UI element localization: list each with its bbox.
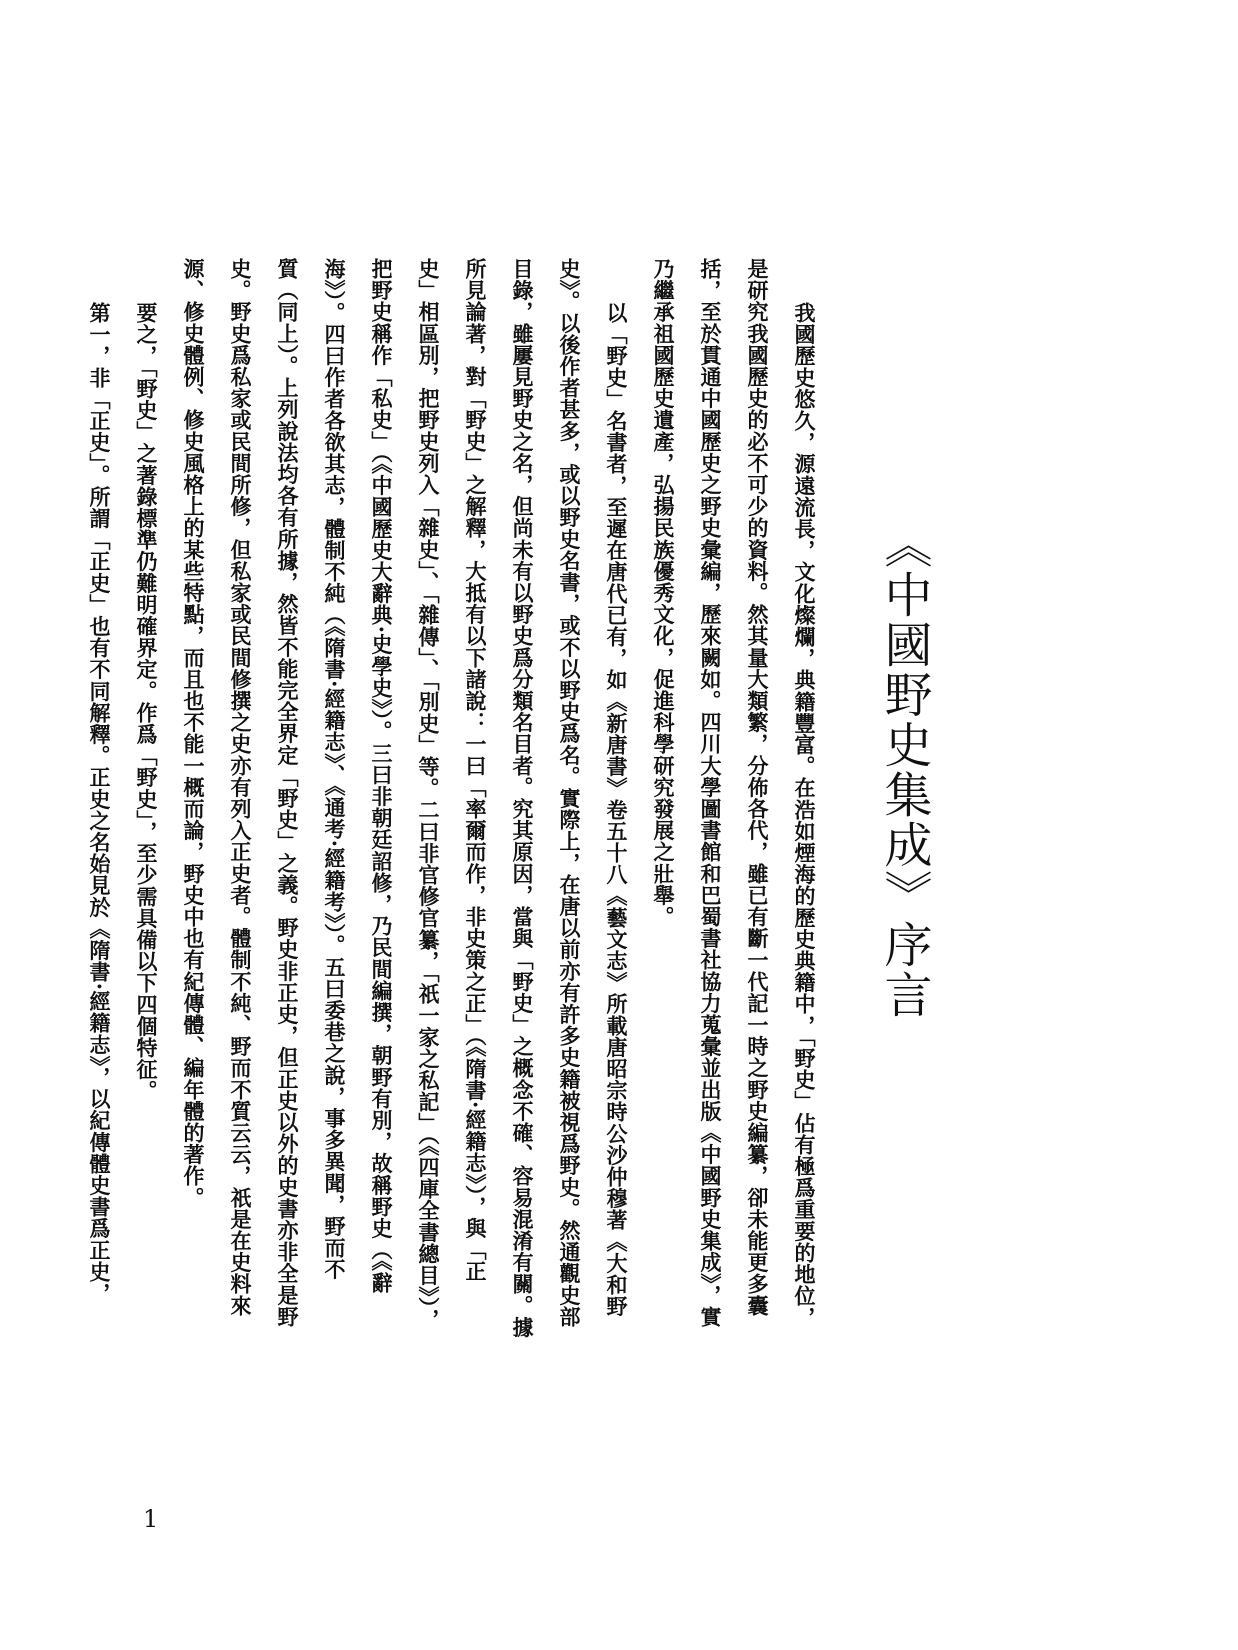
text-column: 史。野史爲私家或民間所修，但私家或民間修撰之史亦有列入正史者。體制不純、野而不質云云，祇是在史料來 — [228, 258, 253, 1317]
text-column: 是研究我國歷史的必不可少的資料。然其量大類繁，分佈各代，雖已有斷一代記一時之野史編纂，卻未能更多囊 — [745, 258, 770, 1317]
page-number: 1 — [143, 1505, 159, 1533]
text-column: 目錄，雖屢見野史之名，但尚未有以野史爲分類名目者。究其原因，當與「野史」之概念不確、容易混淆有關。據 — [510, 258, 535, 1338]
text-column: 所見論著，對「野史」之解釋，大抵有以下諸說：一曰「率爾而作，非史策之正」（《隋書·經籍志》），與「正 — [463, 258, 488, 1283]
text-column: 括，至於貫通中國歷史之野史彙編，歷來闕如。四川大學圖書館和巴蜀書社協力蒐彙並出版《中國野史集成》，實 — [698, 258, 723, 1328]
body-text — [76, 258, 828, 1338]
text-column: 我國歷史悠久，源遠流長，文化燦爛，典籍豐富。在浩如煙海的歷史典籍中，「野史」佔有極爲重要的地位， — [792, 302, 817, 1329]
page-title: 《中國野史集成》序言 — [876, 520, 932, 1020]
text-column: 質（同上）。上列說法均各有所據，然皆不能完全界定「野史」之義。野史非正史，但正史以外的史書亦非全是野 — [275, 258, 300, 1328]
text-column: 乃繼承祖國歷史遺產，弘揚民族優秀文化，促進科學研究發展之壯舉。 — [651, 258, 676, 928]
text-column: 史」相區別，把野史列入「雜史」、「雜傳」、「別史」等。二曰非官修官纂，「祇一家之私記」（《四庫全書總目》）， — [416, 258, 441, 1330]
text-column: 第一，非「正史」。所謂「正史」也有不同解釋。正史之名始見於《隋書·經籍志》，以紀傳體史書爲正史， — [87, 302, 112, 1305]
text-column: 源、修史體例、修史風格上的某些特點，而且也不能一概而論，野史中也有紀傳體、編年體的著作。 — [181, 258, 206, 1209]
text-column: 要之，「野史」之著錄標準仍難明確界定。作爲「野史」，至少需具備以下四個特征。 — [134, 302, 159, 1102]
text-column: 以「野史」名書者，至遲在唐代已有，如《新唐書》卷五十八《藝文志》所載唐昭宗時公沙仲穆著《大和野 — [604, 302, 629, 1318]
text-column: 史》。以後作者甚多，或以野史名書，或不以野史爲名。實際上，在唐以前亦有許多史籍被視爲野史。然通觀史部 — [557, 258, 582, 1328]
text-column: 海》）。四曰作者各欲其志，體制不純（《隋書·經籍志》、《通考·經籍考》）。五曰委巷之說，事多異聞，野而不 — [322, 258, 347, 1281]
text-column: 把野史稱作「私史」（《中國歷史大辭典·史學史》）。三曰非朝廷詔修，乃民間編撰，朝野有別，故稱野史（《辭 — [369, 258, 394, 1294]
